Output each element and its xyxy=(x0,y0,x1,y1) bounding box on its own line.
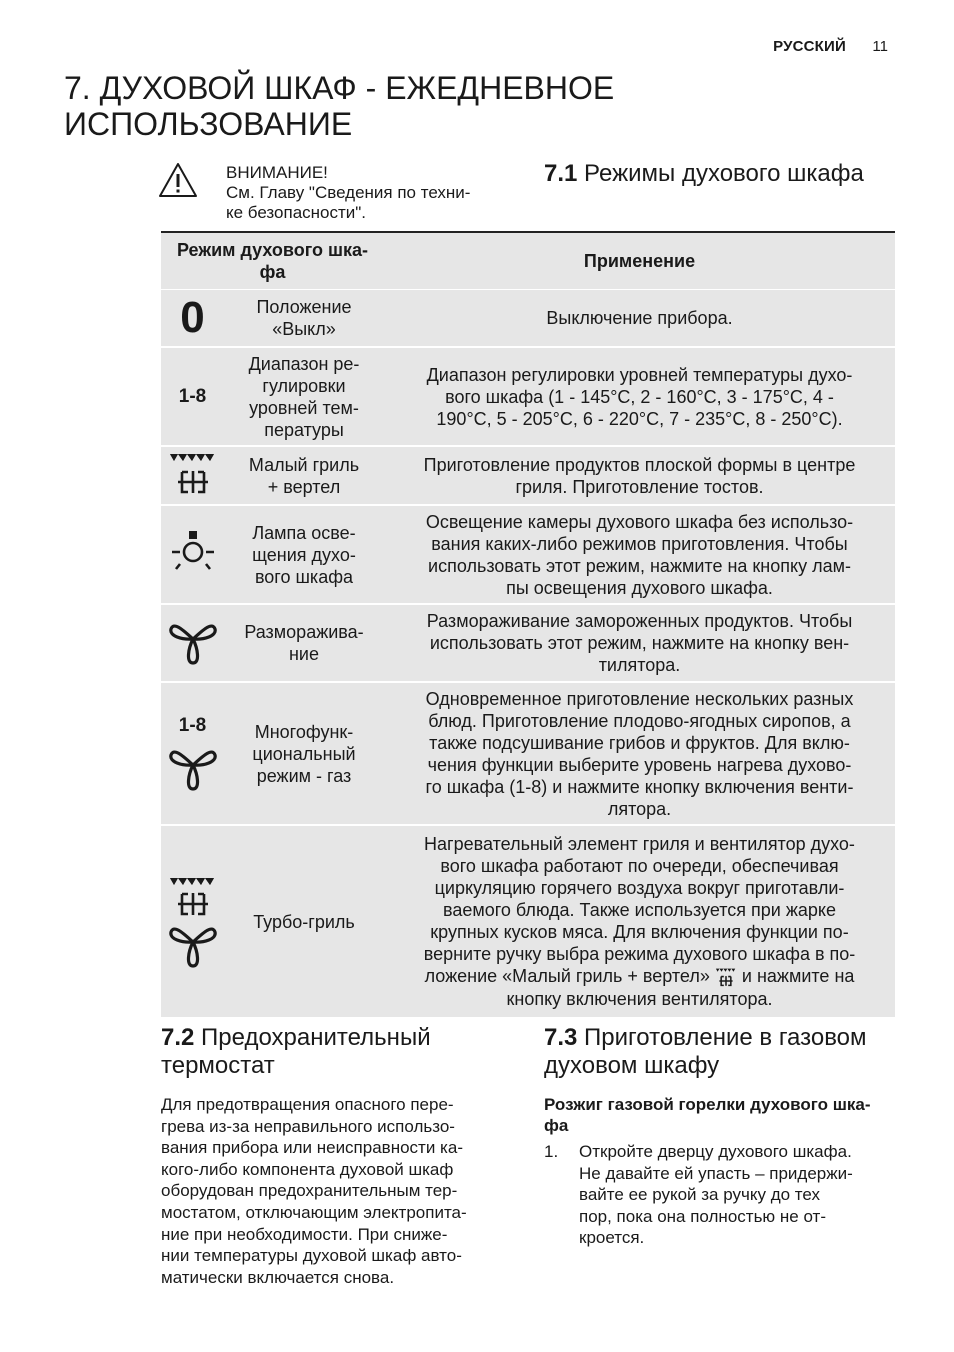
use-line: использовать этот режим, нажмите на кнопку вен- xyxy=(429,633,850,653)
use-line: и нажмите на xyxy=(741,965,855,986)
use-line: Размораживание замороженных продуктов. Чтобы xyxy=(426,611,853,631)
use-line: вания каких-либо режимов приготовления. Чтобы xyxy=(431,533,848,554)
icon-cell xyxy=(161,505,224,604)
use-line: кнопку включения вентилятора. xyxy=(506,989,773,1010)
grill-spit-icon xyxy=(715,966,737,988)
icon-cell xyxy=(161,604,224,682)
mode-line: Разморажива- xyxy=(244,622,364,642)
mode-line: уровней тем- xyxy=(249,397,359,418)
paragraph-line: оборудован предохранительным тер- xyxy=(161,1181,458,1201)
section-7-3-title-line1: Приготовление в газовом xyxy=(584,1024,867,1051)
mode-line: гулировки xyxy=(262,375,346,396)
step-line: вайте ее рукой за ручку до тех xyxy=(579,1185,820,1205)
paragraph-line: вания прибора или неисправности ка- xyxy=(161,1138,463,1158)
warning-triangle-icon xyxy=(158,162,198,198)
section-7-2-number: 7.2 xyxy=(161,1024,195,1051)
table-row xyxy=(161,446,895,505)
use-line: Приготовление продуктов плоской формы в центре xyxy=(423,454,856,475)
use-line: верните ручку выбра режима духового шкафа в по- xyxy=(423,943,856,964)
section-7-2-title-line1: Предохранительный xyxy=(201,1024,431,1051)
step-line: Не давайте ей упасть – придержи- xyxy=(579,1163,853,1183)
mode-line: «Выкл» xyxy=(272,318,336,339)
use-line: также подсушивание грибов и фруктов. Для вклю- xyxy=(429,732,850,753)
chapter-title-line1: ДУХОВОЙ ШКАФ - ЕЖЕДНЕВНОЕ xyxy=(99,70,615,106)
chapter-title xyxy=(64,70,864,142)
mode-use xyxy=(384,825,895,1017)
zero-symbol-text: 0 xyxy=(180,292,205,342)
section-7-3-number: 7.3 xyxy=(544,1024,578,1051)
use-line: Диапазон регулировки уровней температуры духо- xyxy=(426,364,853,385)
table-header-row xyxy=(161,232,895,289)
range-text: 1-8 xyxy=(178,714,207,736)
use-line: циркуляцию горячего воздуха вокруг приготавли- xyxy=(434,877,845,898)
mode-line: + вертел xyxy=(267,476,341,497)
mode-line: ние xyxy=(288,644,319,664)
table-row xyxy=(161,604,895,682)
mode-name xyxy=(224,289,384,347)
warning-text-line2: ке безопасности". xyxy=(226,203,367,222)
mode-use xyxy=(384,604,895,682)
mode-name xyxy=(224,682,384,825)
mode-line: режим - газ xyxy=(256,765,352,786)
paragraph-line: Для предотвращения опасного пере- xyxy=(161,1095,454,1114)
subheading-line: фа xyxy=(544,1116,569,1135)
use-line: ваемого блюда. Также используется при жарке xyxy=(442,899,836,920)
use-line: чения функции выберите уровень нагрева духово- xyxy=(427,754,852,775)
page-number: 11 xyxy=(872,38,888,55)
step-number: 1. xyxy=(544,1142,559,1161)
multifunction-fan-icon xyxy=(161,682,224,825)
turbo-grill-icon xyxy=(161,825,224,1017)
section-7-2-title-line2: термостат xyxy=(161,1052,275,1079)
paragraph-line: матически включается снова. xyxy=(161,1267,395,1287)
section-7-2-paragraph xyxy=(161,1094,511,1288)
use-line: 190°C, 5 - 205°C, 6 - 220°C, 7 - 235°C, 8 - 250°C). xyxy=(436,408,843,429)
lamp-icon xyxy=(168,527,218,577)
table-row xyxy=(161,289,895,347)
step-line: пор, пока она полностью не от- xyxy=(579,1206,826,1226)
mode-line: вого шкафа xyxy=(254,566,354,587)
mode-name xyxy=(224,446,384,505)
mode-line: Положение xyxy=(256,296,352,317)
col-header-mode-line1: Режим духового шка- xyxy=(176,239,368,260)
col-header-mode xyxy=(161,232,384,289)
paragraph-line: мостатом, отключающим электропита- xyxy=(161,1202,467,1222)
mode-line: Турбо-гриль xyxy=(253,911,355,932)
table-row xyxy=(161,505,895,604)
use-line: Выключение прибора. xyxy=(546,307,733,328)
mode-name xyxy=(224,825,384,1017)
paragraph-line: кого-либо компонента духовой шкаф xyxy=(161,1159,454,1179)
range-text-icon xyxy=(161,347,224,446)
fan-icon xyxy=(168,615,218,667)
section-7-1-number: 7.1 xyxy=(544,160,578,187)
use-line: Нагревательный элемент гриля и вентилятор духо- xyxy=(424,833,855,854)
section-7-1-heading xyxy=(544,160,864,188)
fan-icon xyxy=(168,741,218,793)
use-line: лятора. xyxy=(607,798,672,819)
mode-line: Диапазон ре- xyxy=(248,353,360,374)
mode-use xyxy=(384,347,895,446)
header-language: РУССКИЙ xyxy=(773,38,846,55)
grill-spit-icon xyxy=(168,448,218,498)
chapter-number: 7. xyxy=(64,70,91,106)
warning-block xyxy=(226,163,526,223)
icon-cell xyxy=(161,446,224,505)
use-line: тилятора. xyxy=(598,655,681,675)
mode-line: щения духо- xyxy=(252,544,356,565)
mode-use xyxy=(384,289,895,347)
step-line: кроется. xyxy=(579,1228,645,1248)
use-line: Освещение камеры духового шкафа без использо- xyxy=(425,511,854,532)
chapter-title-line2: ИСПОЛЬЗОВАНИЕ xyxy=(64,106,353,142)
table-row xyxy=(161,347,895,446)
col-header-mode-line2: фа xyxy=(259,261,286,282)
section-7-2-heading xyxy=(161,1024,501,1080)
section-7-3-subheading xyxy=(544,1094,894,1136)
use-line: крупных кусков мяса. Для включения функции по- xyxy=(430,921,849,942)
paragraph-line: грева из-за неправильного использо- xyxy=(161,1116,455,1136)
use-line: вого шкафа (1 - 145°C, 2 - 160°C, 3 - 175°C, 4 - xyxy=(445,386,834,407)
use-line: го шкафа (1-8) и нажмите кнопку включения венти- xyxy=(425,776,854,797)
subheading-line: Розжиг газовой горелки духового шка- xyxy=(544,1095,871,1114)
mode-line: Многофунк- xyxy=(254,721,354,742)
mode-name xyxy=(224,347,384,446)
step-text xyxy=(579,1141,897,1249)
fan-icon xyxy=(168,918,218,970)
mode-line: Малый гриль xyxy=(248,454,360,475)
use-line: вого шкафа работают по очереди, обеспечивая xyxy=(440,855,839,876)
warning-title: ВНИМАНИЕ! xyxy=(226,163,328,182)
mode-line: циональный xyxy=(252,743,356,764)
use-line: блюд. Приготовление плодово-ягодных сиропов, а xyxy=(428,710,851,731)
paragraph-line: ние при необходимости. При сниже- xyxy=(161,1224,448,1244)
section-7-1-title: Режимы духового шкафа xyxy=(584,160,864,187)
col-header-use: Применение xyxy=(583,250,696,271)
use-line: ложение «Малый гриль + вертел» xyxy=(424,965,710,986)
table-row xyxy=(161,825,895,1017)
section-7-3-title-line2: духовом шкафу xyxy=(544,1052,720,1079)
mode-use xyxy=(384,446,895,505)
mode-use xyxy=(384,505,895,604)
table-row xyxy=(161,682,895,825)
warning-text-line1: См. Главу "Сведения по техни- xyxy=(226,183,471,202)
paragraph-line: нии температуры духовой шкаф авто- xyxy=(161,1246,462,1266)
oven-modes-table xyxy=(161,231,895,1017)
step-line: Откройте дверцу духового шкафа. xyxy=(579,1142,852,1161)
use-line: пы освещения духового шкафа. xyxy=(506,577,773,598)
range-text: 1-8 xyxy=(178,386,207,407)
mode-use xyxy=(384,682,895,825)
mode-name xyxy=(224,604,384,682)
mode-line: Лампа осве- xyxy=(252,522,356,543)
use-line: Одновременное приготовление нескольких разных xyxy=(425,688,854,709)
zero-symbol-icon xyxy=(161,289,224,347)
mode-name xyxy=(224,505,384,604)
use-line: использовать этот режим, нажмите на кнопку лам- xyxy=(428,555,851,576)
use-line: гриля. Приготовление тостов. xyxy=(515,476,764,497)
grill-spit-icon xyxy=(168,874,218,918)
section-7-3-heading xyxy=(544,1024,904,1080)
mode-line: пературы xyxy=(264,419,344,440)
